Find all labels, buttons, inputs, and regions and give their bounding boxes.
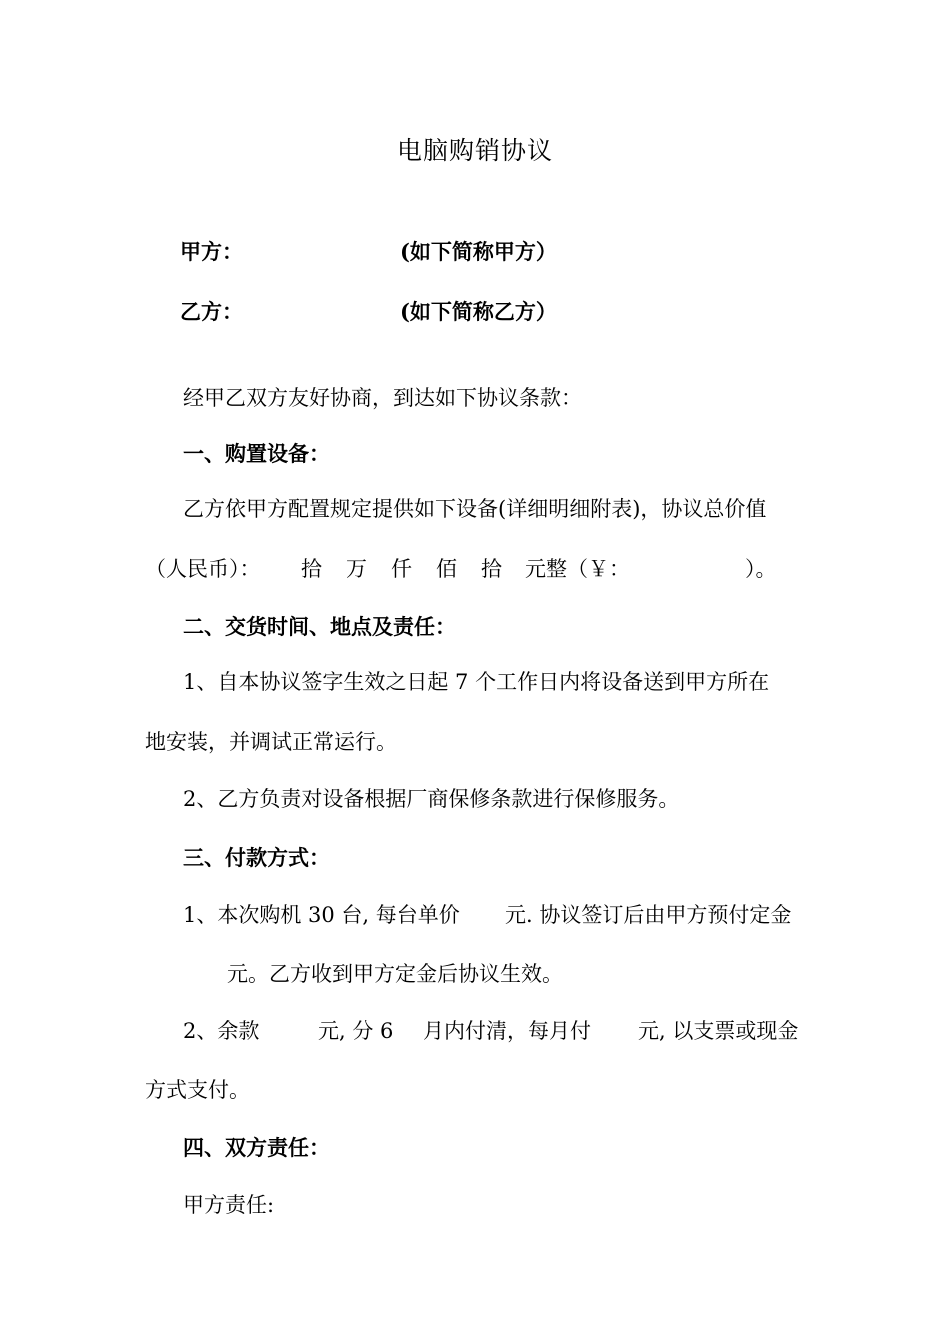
unit-shi: 拾 (301, 557, 322, 581)
paragraph-text: 元, 分 6 (318, 1019, 394, 1043)
paragraph-line (183, 670, 805, 694)
payment-line-1 (183, 903, 805, 927)
payment-line-2 (183, 1019, 805, 1043)
paragraph-text: 元, 以支票或现金 (638, 1019, 799, 1043)
paragraph-text: 2、余款 (183, 1019, 260, 1043)
unit-wan: 万 (346, 557, 367, 581)
section-heading: 一、购置设备： (183, 441, 330, 466)
section-heading: 三、付款方式： (183, 845, 330, 870)
party-b-label: 乙方： (180, 299, 243, 324)
party-a-note: (如下简称甲方） (400, 239, 557, 264)
amount-close: ）。 (745, 557, 777, 581)
paragraph-text: 乙方依甲方配置规定提供如下设备(详细明细附表)，协议总价值 (183, 497, 767, 521)
paragraph-text: 元. 协议签订后由甲方预付定金 (505, 903, 792, 927)
paragraph-line (183, 497, 805, 521)
paragraph-line: 2、乙方负责对设备根据厂商保修条款进行保修服务。 (183, 787, 680, 811)
paragraph-text: 1、自本协议签字生效之日起 7 个工作日内将设备送到甲方所在 (183, 670, 770, 694)
section-heading: 四、双方责任： (183, 1135, 330, 1160)
unit-qian: 仟 (391, 557, 412, 581)
document-title: 电脑购销协议 (396, 136, 553, 165)
paragraph-line: 甲方责任: (183, 1193, 275, 1217)
paragraph-text: 1、本次购机 30 台, 每台单价 (183, 903, 460, 927)
currency-label: （人民币）： (145, 557, 261, 581)
amount-line (145, 557, 795, 581)
intro-paragraph: 经甲乙双方友好协商，到达如下协议条款： (183, 386, 582, 410)
party-b-note: (如下简称乙方） (400, 299, 557, 324)
unit-shi-2: 拾 (481, 557, 502, 581)
section-heading: 二、交货时间、地点及责任： (183, 614, 456, 639)
yuan-label: 元整（￥： (525, 557, 630, 581)
paragraph-text: 月内付清，每月付 (423, 1019, 591, 1043)
paragraph-line: 地安装，并调试正常运行。 (145, 730, 397, 754)
paragraph-line: 方式支付。 (145, 1078, 250, 1102)
party-a-label: 甲方： (180, 239, 243, 264)
paragraph-line: 元。乙方收到甲方定金后协议生效。 (227, 962, 563, 986)
unit-bai: 佰 (436, 557, 457, 581)
